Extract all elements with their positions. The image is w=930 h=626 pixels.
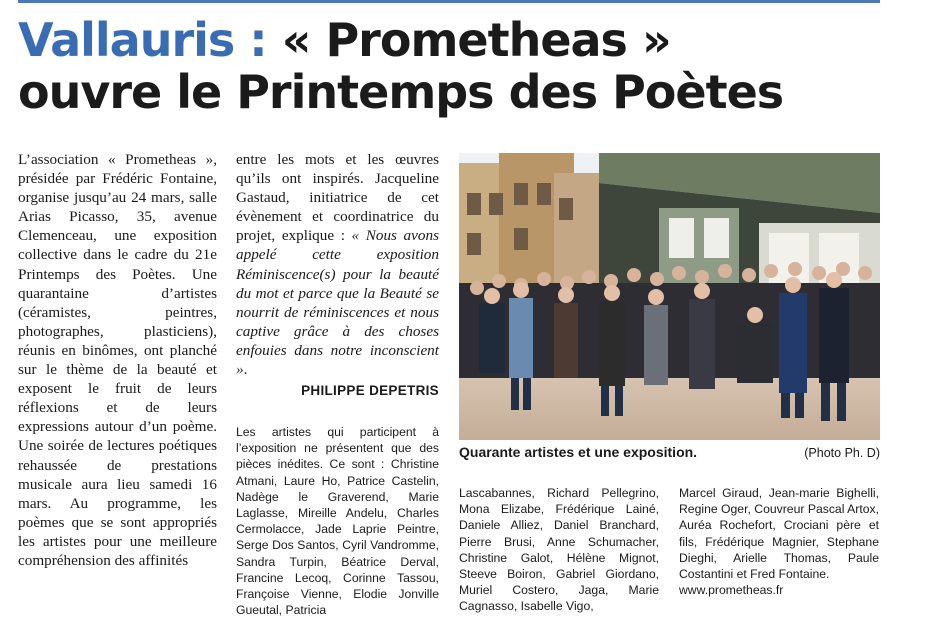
headline-line1: « Prometheas » [266,13,671,67]
artists-list-part-1: Les artistes qui participent à l’exposition ne présentent que des pièces inédites. Ce sont : Christine Atmani, Laure Ho, Patrice Castelin, Nadège le Graverend, Marie Laglasse, Mireille Andelu, Charles Cermolacce, Jade Laprie Peintre, Serge Dos Santos, Cyril Vandromme, Sandra Turpin, Béatrice Derval, Francine Lecoq, Corinne Tassou, Françoise Vienne, Elodie Jonville Gueutal, Patricia [236,425,439,618]
article-column-2 [236,150,439,400]
top-rule [18,0,880,3]
article-paragraph-continued [236,150,439,379]
headline [18,14,898,118]
artists-list-part-3 [679,485,879,598]
headline-line2: ouvre le Printemps des Poètes [18,65,784,119]
article-quote-end: . [243,361,248,379]
website-link[interactable]: www.prometheas.fr [679,583,784,598]
article-paragraph: L’association « Prometheas », présidée par Frédéric Fontaine, organise jusqu’au 24 mars, salle Arias Picasso, 35, avenue Clemenceau, une exposition collective dans le cadre du 21e Printemps des Poètes. Une quarantaine d’artistes (céramistes, peintres, photographes, plasticiens), réunis en binômes, ont planché sur le thème de la beauté et exposent le fruit de leurs réflexions et de leurs expressions autour d’un poème. Une soirée de lectures poétiques rehaussée de prestations musicale aura lieu samedi 16 mars. Au programme, les poèmes que se sont appropriés les artistes pour une meilleure compréhension des affinités [18,151,217,569]
article-quote: « Nous avons appelé cette exposition Réminiscence(s) pour la beauté du mot et parce que la Beauté se nourrit de réminiscences et nous captive grâce à des choses enfouies dans notre inconscient » [236,227,439,379]
article-continuation: entre les mots et les œuvres qu’ils ont inspirés. Jacqueline Gastaud, initiatrice de cet évènement et coordinatrice du projet, explique : [236,151,439,245]
photo-credit: (Photo Ph. D) [804,446,880,460]
article-column-1 [18,150,217,570]
group-photo [459,153,880,440]
author-byline: PHILIPPE DEPETRIS [301,383,439,399]
artists-list-part-2: Lascabannes, Richard Pellegrino, Mona Elizabe, Frédérique Lainé, Daniele Alliez, Daniel Branchard, Pierre Brusi, Anne Schumacher, Christine Galot, Hélène Mignot, Steeve Boiron, Gabriel Giordano, Muriel Costero, Jaga, Marie Cagnasso, Isabelle Vigo, [459,486,659,614]
photo-caption: Quarante artistes et une exposition. [459,444,698,460]
headline-place: Vallauris : [18,13,267,67]
artists-list-text: Marcel Giraud, Jean-marie Bighelli, Regine Oger, Couvreur Pascal Artox, Auréa Rochefort, Crociani père et fils, Frédérique Magnier, Stephane Dieghi, Arielle Thomas, Paule Costantini et Fred Fontaine. [679,486,879,582]
